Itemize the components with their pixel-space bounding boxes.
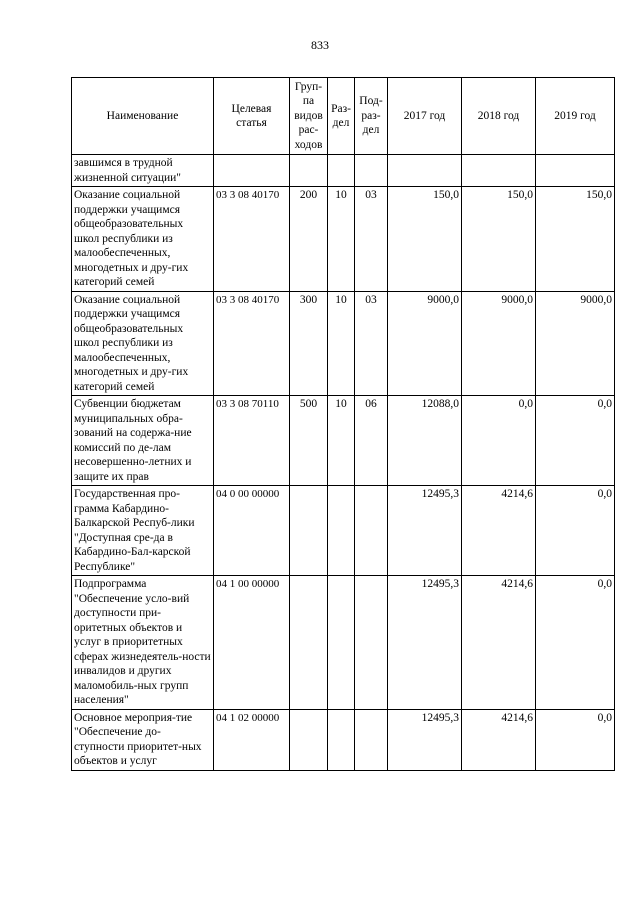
row-2019: 0,0 [536,576,615,710]
table-row [72,486,615,576]
row-name: завшимся в трудной жизненной ситуации" [72,155,214,187]
row-article: 04 1 00 00000 [214,576,290,710]
row-2017: 12495,3 [388,486,462,576]
header-name: Наименование [72,78,214,155]
row-article [214,155,290,187]
table-row [72,187,615,292]
row-group: 200 [290,187,328,292]
row-group: 500 [290,396,328,486]
row-subsection [355,709,388,770]
header-section: Раз-дел [328,78,355,155]
row-name: Оказание социальной поддержки учащимся общеобразовательных школ республики из малообеспеченных, многодетных и дру-гих категорий семей [72,187,214,292]
row-article: 03 3 08 40170 [214,291,290,396]
row-2019: 0,0 [536,486,615,576]
row-section: 10 [328,187,355,292]
budget-table [71,77,615,771]
row-2019: 150,0 [536,187,615,292]
table-header-row [72,78,615,155]
table-row [72,709,615,770]
row-2019 [536,155,615,187]
row-section: 10 [328,291,355,396]
row-2019: 9000,0 [536,291,615,396]
row-group [290,576,328,710]
row-subsection [355,486,388,576]
row-article: 04 1 02 00000 [214,709,290,770]
row-group [290,709,328,770]
row-2017: 150,0 [388,187,462,292]
row-subsection: 06 [355,396,388,486]
row-section [328,486,355,576]
row-2018: 150,0 [462,187,536,292]
row-2018: 4214,6 [462,486,536,576]
page-number: 833 [311,38,329,52]
row-article: 04 0 00 00000 [214,486,290,576]
header-subsection: Под-раз-дел [355,78,388,155]
row-section [328,155,355,187]
row-section [328,576,355,710]
row-2018: 9000,0 [462,291,536,396]
table-row [72,155,615,187]
row-2017: 9000,0 [388,291,462,396]
row-2018: 4214,6 [462,576,536,710]
row-group [290,155,328,187]
row-2019: 0,0 [536,396,615,486]
row-2019: 0,0 [536,709,615,770]
row-subsection [355,576,388,710]
header-group: Груп-па видов рас-ходов [290,78,328,155]
row-subsection: 03 [355,187,388,292]
row-2017: 12495,3 [388,576,462,710]
row-2017: 12088,0 [388,396,462,486]
row-section [328,709,355,770]
row-subsection: 03 [355,291,388,396]
header-2019: 2019 год [536,78,615,155]
row-name: Основное мероприя-тие "Обеспечение до-ступности приоритет-ных объектов и услуг [72,709,214,770]
row-name: Подпрограмма "Обеспечение усло-вий доступности при-оритетных объектов и услуг в приоритетных сферах жизнедеятель-ности инвалидов и других маломобиль-ных групп населения" [72,576,214,710]
row-subsection [355,155,388,187]
header-article: Целевая статья [214,78,290,155]
row-2017: 12495,3 [388,709,462,770]
table-row [72,396,615,486]
table-row [72,291,615,396]
row-2018: 4214,6 [462,709,536,770]
header-2017: 2017 год [388,78,462,155]
row-name: Оказание социальной поддержки учащимся общеобразовательных школ республики из малообеспеченных, многодетных и дру-гих категорий семей [72,291,214,396]
row-section: 10 [328,396,355,486]
table-row [72,576,615,710]
row-article: 03 3 08 40170 [214,187,290,292]
row-name: Государственная про-грамма Кабардино-Балкарской Респуб-лики "Доступная сре-да в Кабардино-Бал-карской Республике" [72,486,214,576]
row-2018 [462,155,536,187]
row-article: 03 3 08 70110 [214,396,290,486]
row-name: Субвенции бюджетам муниципальных обра-зований на содержа-ние комиссий по де-лам несовершенно-летних и защите их прав [72,396,214,486]
row-group: 300 [290,291,328,396]
row-group [290,486,328,576]
row-2018: 0,0 [462,396,536,486]
row-2017 [388,155,462,187]
header-2018: 2018 год [462,78,536,155]
